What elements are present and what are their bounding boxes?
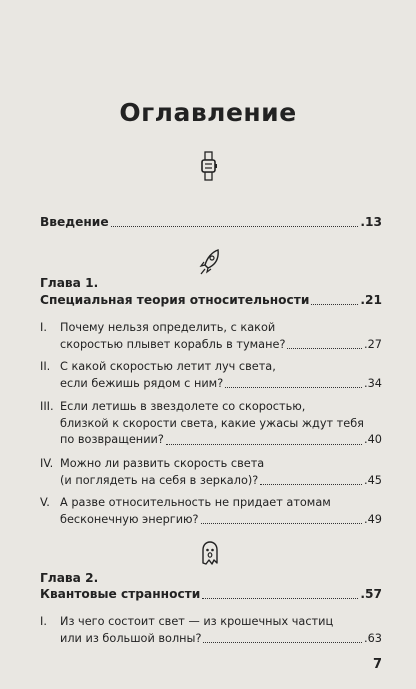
leader-dots — [260, 483, 362, 485]
toc-entry-1-2[interactable] — [40, 359, 382, 392]
page-title: Оглавление — [119, 98, 297, 127]
leader-dots — [287, 347, 362, 349]
toc-entry-text: Если летишь в звездолете со скоростью, — [60, 400, 306, 413]
toc-entry-text: С какой скоростью летит луч света, — [60, 360, 276, 373]
page-number: .57 — [360, 587, 382, 601]
page-number: .49 — [364, 512, 382, 526]
toc-entry-1-1[interactable] — [40, 320, 382, 353]
toc-entry-text: если бежишь рядом с ним? — [60, 376, 224, 390]
toc-entry-2-1[interactable] — [40, 614, 382, 647]
page-number: .63 — [364, 631, 382, 645]
page-number: .13 — [360, 215, 382, 229]
page-number: .45 — [364, 473, 382, 487]
toc-entry-intro[interactable] — [40, 214, 382, 231]
toc-entry-text: А разве относительность не придает атомам — [60, 496, 331, 509]
leader-dots — [225, 386, 362, 388]
toc-entry-label: Введение — [40, 215, 109, 229]
rocket-icon — [198, 248, 222, 276]
chapter-2-heading: Глава 2. — [40, 571, 99, 585]
toc-entry-chapter-2[interactable] — [40, 586, 382, 603]
toc-entry-text: или из большой волны? — [60, 631, 202, 645]
leader-dots — [166, 443, 362, 445]
leader-dots — [203, 641, 362, 643]
toc-entry-label: Специальная теория относительности — [40, 293, 310, 307]
section-numeral: III. — [40, 400, 54, 413]
leader-dots — [111, 225, 359, 227]
section-numeral: II. — [40, 360, 51, 373]
watch-icon — [200, 151, 217, 181]
toc-entry-chapter-1[interactable] — [40, 292, 382, 309]
chapter-1-heading: Глава 1. — [40, 276, 99, 290]
toc-entry-text: Можно ли развить скорость света — [60, 457, 265, 470]
section-numeral: V. — [40, 496, 50, 509]
page-number: .40 — [364, 433, 382, 446]
toc-entry-1-3[interactable] — [40, 399, 382, 449]
toc-entry-text: скоростью плывет корабль в тумане? — [60, 337, 286, 351]
toc-entry-text: (и поглядеть на себя в зеркало)? — [60, 473, 259, 487]
section-numeral: IV. — [40, 457, 54, 470]
section-numeral: I. — [40, 615, 47, 628]
toc-entry-1-5[interactable] — [40, 495, 382, 528]
leader-dots — [311, 303, 358, 305]
page-folio: 7 — [372, 657, 382, 672]
page-number: .34 — [364, 376, 382, 390]
page-number: .21 — [360, 293, 382, 307]
toc-entry-text: близкой к скорости света, какие ужасы ждут тебя — [60, 416, 364, 430]
toc-entry-text: бесконечную энергию? — [60, 512, 199, 526]
toc-entry-text: Почему нельзя определить, с какой — [60, 321, 276, 334]
toc-entry-text: по возвращении? — [60, 433, 164, 446]
toc-entry-label: Квантовые странности — [40, 587, 201, 601]
leader-dots — [202, 597, 358, 599]
ghost-icon — [201, 541, 219, 566]
toc-entry-1-4[interactable] — [40, 456, 382, 489]
leader-dots — [201, 522, 362, 524]
toc-entry-text: Из чего состоит свет — из крошечных частиц — [60, 615, 334, 628]
section-numeral: I. — [40, 321, 47, 334]
page-number: .27 — [364, 337, 382, 351]
